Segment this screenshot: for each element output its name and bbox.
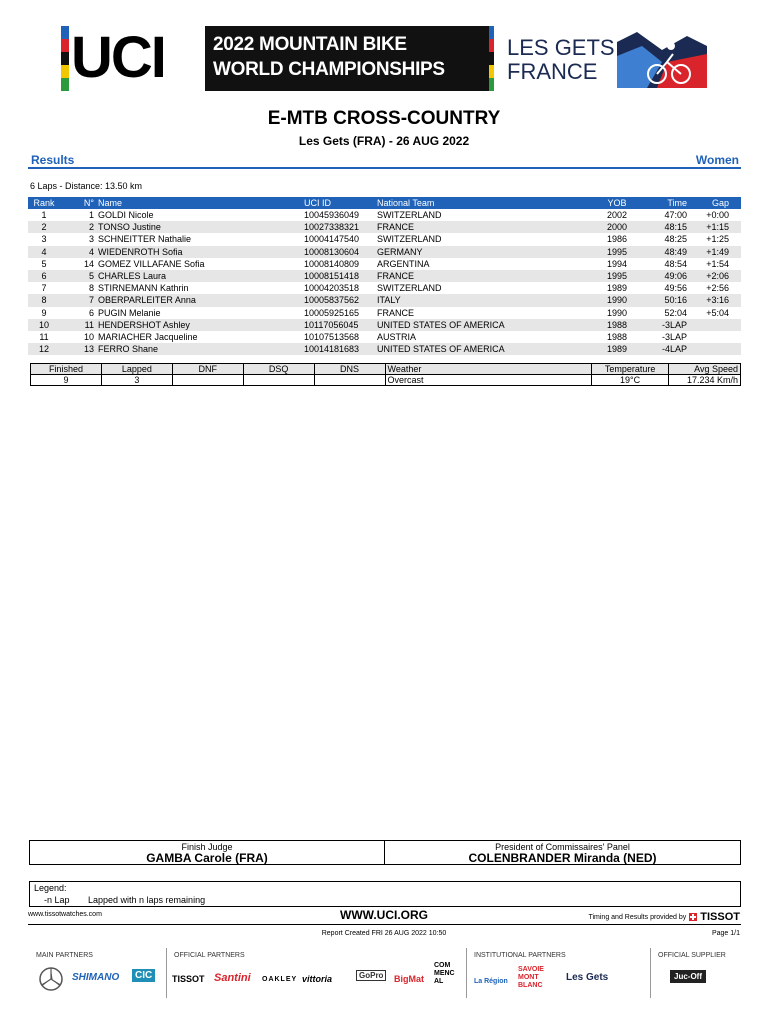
rider-time: 50:16: [637, 294, 689, 306]
rider-gap: +0:00: [706, 210, 729, 221]
table-row: [28, 270, 741, 282]
rider-rank: 5: [41, 258, 47, 269]
championship-title-line1: 2022 MOUNTAIN BIKE: [213, 34, 407, 55]
rider-uci-id: 10045936049: [304, 210, 360, 221]
summary-header-dsq: DSQ: [243, 364, 314, 375]
rider-yob: 1990: [606, 307, 628, 318]
rider-rank: 12: [28, 343, 60, 355]
rider-team: FRANCE: [375, 270, 597, 282]
table-row: [28, 221, 741, 233]
header-uci-id: UCI ID: [302, 197, 375, 209]
rider-team: FRANCE: [377, 307, 415, 318]
rider-team: SWITZERLAND: [377, 234, 442, 245]
summary-header-finished: Finished: [31, 364, 102, 375]
table-row: [28, 331, 741, 343]
rider-bib: 2: [60, 221, 96, 233]
finish-judge-box: [29, 840, 385, 865]
event-banner: [61, 26, 709, 91]
president-box: [385, 840, 741, 865]
summary-dns: [314, 375, 385, 386]
rider-gap: +1:15: [689, 221, 741, 233]
main-partners-title: MAIN PARTNERS: [36, 952, 93, 959]
header-time: Time: [637, 197, 689, 209]
venue-line2: FRANCE: [507, 59, 598, 84]
summary-avg-speed: 17.234 Km/h: [669, 375, 741, 386]
rider-yob: 1986: [606, 234, 628, 245]
rider-rank: 7: [41, 283, 47, 294]
timing-text: Timing and Results provided by: [588, 913, 687, 921]
tissot-url-link[interactable]: www.tissotwatches.com: [28, 911, 102, 918]
rider-uci-id: 10008151418: [302, 270, 375, 282]
rider-team: AUSTRIA: [377, 331, 417, 342]
rider-bib: 1: [88, 210, 94, 221]
rider-bib: 13: [60, 343, 96, 355]
rider-yob: 2002: [606, 210, 628, 221]
championship-title-line2: WORLD CHAMPIONSHIPS: [213, 59, 445, 80]
summary-header-temperature: Temperature: [592, 364, 669, 375]
rider-uci-id: 10008140809: [304, 258, 360, 269]
championship-title-block: [205, 26, 489, 91]
header-team: National Team: [375, 197, 597, 209]
rider-rank: 8: [28, 294, 60, 306]
rider-gap: [689, 331, 741, 343]
rider-yob: 1989: [606, 283, 628, 294]
venue-line1: LES GETS: [507, 35, 615, 60]
rider-name: OBERPARLEITER Anna: [96, 294, 302, 306]
partner-commencal: COMMENCAL: [434, 962, 455, 985]
event-title: E-MTB CROSS-COUNTRY: [267, 108, 501, 129]
rider-name: WIEDENROTH Sofia: [96, 246, 302, 258]
rider-bib: 11: [60, 319, 96, 331]
partner-les-gets: Les Gets: [566, 972, 609, 983]
table-row: [28, 319, 741, 331]
rider-uci-id: 10008130604: [302, 246, 375, 258]
rider-team: GERMANY: [375, 246, 597, 258]
summary-temperature: 19°C: [592, 375, 669, 386]
summary-dnf: [172, 375, 243, 386]
legend-box: [29, 881, 741, 907]
rider-rank: 10: [28, 319, 60, 331]
official-supplier-title: OFFICIAL SUPPLIER: [658, 952, 726, 959]
rider-time: 48:15: [637, 221, 689, 233]
header-rank: Rank: [28, 197, 60, 209]
rider-rank: 4: [28, 246, 60, 258]
header-yob: YOB: [597, 197, 637, 209]
rider-uci-id: 10005837562: [302, 294, 375, 306]
rider-name: CHARLES Laura: [96, 270, 302, 282]
report-created: Report Created FRI 26 AUG 2022 10:50: [321, 930, 447, 937]
rider-bib: 5: [60, 270, 96, 282]
rider-uci-id: 10117056045: [302, 319, 375, 331]
rider-team: ARGENTINA: [377, 258, 430, 269]
rider-name: MARIACHER Jacqueline: [98, 331, 198, 342]
rider-team: SWITZERLAND: [377, 210, 442, 221]
uci-url-link[interactable]: WWW.UCI.ORG: [340, 908, 428, 922]
category-label: Women: [695, 153, 739, 167]
rider-gap: +1:54: [706, 258, 729, 269]
rider-team: UNITED STATES OF AMERICA: [375, 319, 597, 331]
summary-dsq: [243, 375, 314, 386]
rider-bib: 6: [88, 307, 94, 318]
partner-shimano: SHIMANO: [72, 972, 120, 983]
table-row: [28, 246, 741, 258]
rider-bib: 7: [60, 294, 96, 306]
rider-rank: 6: [28, 270, 60, 282]
rider-rank: 9: [41, 307, 47, 318]
partner-savoie-mont-blanc: SAVOIE MONT BLANC: [518, 966, 544, 989]
venue-name: [507, 36, 615, 84]
rider-time: 48:49: [637, 246, 689, 258]
rider-uci-id: 10004147540: [304, 234, 360, 245]
partner-cic: CIC: [132, 969, 155, 982]
rider-rank: 11: [39, 331, 49, 342]
rider-gap: +1:25: [706, 234, 729, 245]
rider-uci-id: 10107513568: [304, 331, 360, 342]
partner-bigmat: BigMat: [394, 974, 424, 984]
page-number: Page 1/1: [711, 930, 740, 937]
legend-description: Lapped with n laps remaining: [88, 895, 206, 905]
rider-name: HENDERSHOT Ashley: [96, 319, 302, 331]
summary-header-dns: DNS: [314, 364, 385, 375]
timing-credit: [588, 911, 740, 923]
official-partners: [166, 948, 466, 1008]
rider-uci-id: 10027338321: [302, 221, 375, 233]
rider-yob: 1995: [597, 246, 637, 258]
header-bib: N°: [60, 197, 96, 209]
partner-oakley: OAKLEY: [262, 976, 298, 983]
rider-yob: 1989: [597, 343, 637, 355]
president-name: COLENBRANDER Miranda (NED): [468, 851, 657, 865]
header-gap: Gap: [689, 197, 741, 209]
institutional-partners: [466, 948, 650, 1008]
rider-bib: 14: [83, 258, 94, 269]
partner-santini: Santini: [214, 972, 251, 984]
partner-gopro: GoPro: [356, 970, 386, 981]
summary-weather: Overcast: [385, 375, 592, 386]
uci-logo: UCI: [71, 25, 165, 90]
rainbow-divider: [489, 26, 494, 91]
rider-gap: +5:04: [706, 307, 729, 318]
president-role: President of Commissaires' Panel: [495, 842, 630, 852]
cyclist-artwork-icon: [617, 32, 707, 88]
summary-header-dnf: DNF: [172, 364, 243, 375]
rider-name: STIRNEMANN Kathrin: [98, 283, 189, 294]
rider-uci-id: 10004203518: [304, 283, 360, 294]
rider-yob: 1990: [597, 294, 637, 306]
results-header-row: [28, 197, 741, 209]
rider-gap: +2:56: [706, 283, 729, 294]
rider-team: SWITZERLAND: [377, 283, 442, 294]
rider-bib: 10: [83, 331, 94, 342]
rider-bib: 8: [88, 283, 94, 294]
rider-time: 48:54: [664, 258, 687, 269]
table-row: [28, 307, 741, 319]
section-label: Results: [31, 153, 75, 167]
partner-la-region: La Région: [474, 978, 508, 985]
rainbow-stripes: [61, 26, 69, 91]
mercedes-star-icon: [38, 966, 64, 992]
tissot-cross-icon: [689, 913, 697, 921]
rider-time: 49:56: [664, 283, 687, 294]
summary-values-row: [31, 375, 741, 386]
partner-juc-off: Juc-Off: [670, 970, 706, 983]
rider-team: ITALY: [375, 294, 597, 306]
partners-strip: [28, 948, 741, 1008]
main-partners: [28, 948, 166, 1008]
rider-team: UNITED STATES OF AMERICA: [375, 343, 597, 355]
rider-yob: 2000: [597, 221, 637, 233]
rider-gap: [689, 319, 741, 331]
summary-header-avg-speed: Avg Speed: [669, 364, 741, 375]
table-row: [28, 258, 741, 270]
rider-bib: 4: [60, 246, 96, 258]
rider-time: -3LAP: [661, 331, 687, 342]
rider-team: FRANCE: [375, 221, 597, 233]
rider-time: 48:25: [664, 234, 687, 245]
table-row: [28, 209, 741, 221]
header-name: Name: [96, 197, 302, 209]
table-row: [28, 343, 741, 355]
rider-time: 47:00: [664, 210, 687, 221]
rider-name: PUGIN Melanie: [98, 307, 161, 318]
rider-yob: 1988: [606, 331, 628, 342]
finish-judge-name: GAMBA Carole (FRA): [146, 851, 268, 865]
official-supplier: [650, 948, 741, 1008]
footer-rule: [28, 924, 741, 925]
rider-rank: 2: [28, 221, 60, 233]
summary-lapped: 3: [101, 375, 172, 386]
race-info: 6 Laps - Distance: 13.50 km: [30, 181, 143, 191]
rider-uci-id: 10014181683: [302, 343, 375, 355]
table-row: [28, 294, 741, 306]
rider-time: 52:04: [664, 307, 687, 318]
rider-name: SCHNEITTER Nathalie: [98, 234, 192, 245]
rider-rank: 3: [41, 234, 47, 245]
table-row: [28, 233, 741, 245]
results-table: [28, 197, 741, 355]
rider-gap: +1:49: [689, 246, 741, 258]
official-partners-title: OFFICIAL PARTNERS: [174, 952, 245, 959]
table-row: [28, 282, 741, 294]
summary-header-lapped: Lapped: [101, 364, 172, 375]
rider-rank: 1: [41, 210, 47, 221]
rider-time: 49:06: [637, 270, 689, 282]
institutional-partners-title: INSTITUTIONAL PARTNERS: [474, 952, 566, 959]
timing-brand: TISSOT: [700, 911, 740, 923]
rider-time: -4LAP: [637, 343, 689, 355]
summary-header-row: [31, 364, 741, 375]
rider-gap: +2:06: [689, 270, 741, 282]
legend-title: Legend:: [34, 883, 67, 893]
rider-yob: 1988: [597, 319, 637, 331]
finish-judge-role: Finish Judge: [181, 842, 233, 852]
rider-name: GOMEZ VILLAFANE Sofia: [98, 258, 205, 269]
summary-header-weather: Weather: [385, 364, 592, 375]
legend-code: -n Lap: [44, 895, 70, 905]
rider-yob: 1995: [597, 270, 637, 282]
partner-vittoria: vittoria: [302, 974, 333, 984]
rider-uci-id: 10005925165: [304, 307, 360, 318]
event-subtitle: Les Gets (FRA) - 26 AUG 2022: [298, 134, 470, 148]
summary-finished: 9: [31, 375, 102, 386]
rider-bib: 3: [88, 234, 94, 245]
partner-tissot: TISSOT: [172, 974, 205, 984]
rider-gap: +3:16: [689, 294, 741, 306]
header-rule: [28, 167, 741, 169]
rider-gap: [689, 343, 741, 355]
rider-name: FERRO Shane: [96, 343, 302, 355]
race-summary-table: [30, 363, 741, 386]
rider-yob: 1994: [606, 258, 628, 269]
rider-name: TONSO Justine: [96, 221, 302, 233]
officials-panel: [29, 840, 741, 865]
results-body: [28, 209, 741, 355]
rider-time: -3LAP: [637, 319, 689, 331]
rider-name: GOLDI Nicole: [98, 210, 154, 221]
